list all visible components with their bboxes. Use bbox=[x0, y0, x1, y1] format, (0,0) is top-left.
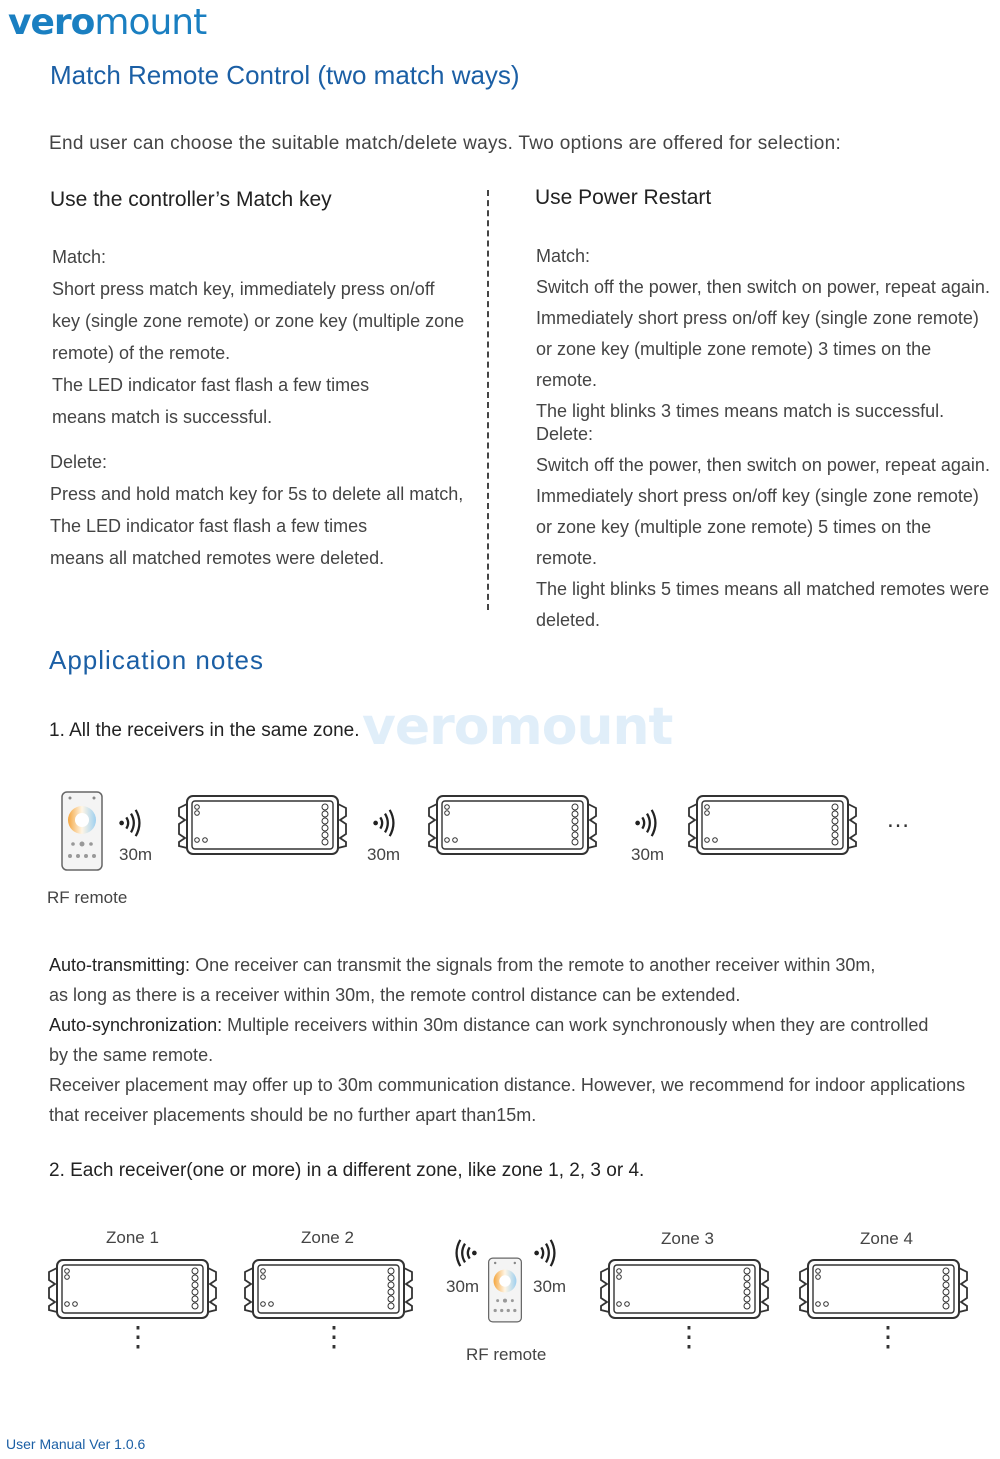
auto-sync-label: Auto-synchronization: bbox=[49, 1015, 223, 1035]
left-delete-label: Delete: bbox=[50, 452, 108, 472]
watermark-part-2: mount bbox=[488, 697, 673, 757]
distance-label: 30m bbox=[533, 1277, 567, 1296]
wireless-signal-icon bbox=[370, 808, 400, 838]
receiver-box-icon bbox=[241, 1258, 416, 1320]
auto-sync-line bbox=[49, 1010, 969, 1040]
receiver-box-icon bbox=[45, 1258, 220, 1320]
auto-sync-line-2: by the same remote. bbox=[49, 1045, 214, 1065]
receiver-box-icon bbox=[597, 1258, 772, 1320]
left-match-line: The LED indicator fast flash a few times bbox=[52, 375, 370, 395]
wireless-signal-icon bbox=[116, 808, 146, 838]
vertical-ellipsis: ⋮ bbox=[874, 1321, 902, 1352]
right-column-title: Use Power Restart bbox=[535, 186, 712, 209]
left-delete-line: The LED indicator fast flash a few times bbox=[50, 516, 368, 536]
left-match-line: Short press match key, immediately press on/off bbox=[52, 279, 435, 299]
left-match-line: remote) of the remote. bbox=[52, 343, 231, 363]
right-match-line: Immediately short press on/off key (single zone remote) bbox=[536, 308, 979, 328]
ellipsis: … bbox=[886, 806, 910, 833]
left-match-line: key (single zone remote) or zone key (multiple zone bbox=[52, 311, 465, 331]
wireless-signal-icon bbox=[632, 808, 662, 838]
rf-remote-icon bbox=[487, 1255, 523, 1325]
distance-label: 30m bbox=[631, 845, 665, 864]
logo-part-2: mount bbox=[94, 2, 207, 43]
zone-label-2: Zone 2 bbox=[301, 1228, 354, 1247]
right-match-line: The light blinks 3 times means match is successful. bbox=[536, 401, 945, 421]
auto-transmitting-label: Auto-transmitting: bbox=[49, 955, 191, 975]
auto-transmitting-line-2: as long as there is a receiver within 30m, the remote control distance can be extended. bbox=[49, 985, 741, 1005]
left-column-title: Use the controller’s Match key bbox=[50, 188, 332, 211]
right-match-line: or zone key (multiple zone remote) 3 times on the remote. bbox=[536, 339, 932, 390]
receiver-box-icon bbox=[685, 794, 860, 856]
right-delete-line: or zone key (multiple zone remote) 5 times on the remote. bbox=[536, 517, 932, 568]
rf-remote-label: RF remote bbox=[47, 888, 128, 907]
rf-remote-icon bbox=[60, 790, 104, 872]
left-delete-line: means all matched remotes were deleted. bbox=[50, 548, 385, 568]
zone-label-1: Zone 1 bbox=[106, 1228, 159, 1247]
left-match-label: Match: bbox=[52, 247, 107, 267]
application-notes-title: Application notes bbox=[49, 645, 265, 675]
right-match-line: Switch off the power, then switch on power, repeat again. bbox=[536, 277, 990, 297]
vertical-ellipsis: ⋮ bbox=[320, 1321, 348, 1352]
right-delete-line: Immediately short press on/off key (single zone remote) bbox=[536, 486, 979, 506]
right-match-label: Match: bbox=[536, 246, 591, 266]
auto-sync-text: Multiple receivers within 30m distance can work synchronously when they are controlled bbox=[222, 1015, 929, 1035]
application-notes-text bbox=[49, 950, 969, 1130]
footer-version: User Manual Ver 1.0.6 bbox=[6, 1436, 146, 1452]
zone-label-3: Zone 3 bbox=[661, 1229, 714, 1248]
right-delete-block bbox=[536, 419, 996, 636]
left-match-block bbox=[52, 241, 482, 433]
receiver-box-icon bbox=[175, 794, 350, 856]
right-delete-line: deleted. bbox=[536, 610, 601, 630]
wireless-signal-icon bbox=[531, 1238, 561, 1268]
wireless-signal-icon bbox=[450, 1238, 480, 1268]
vertical-ellipsis: ⋮ bbox=[675, 1321, 703, 1352]
vertical-ellipsis: ⋮ bbox=[124, 1321, 152, 1352]
receiver-box-icon bbox=[425, 794, 600, 856]
watermark bbox=[362, 697, 672, 757]
brand-logo bbox=[8, 2, 206, 43]
application-item-2: 2. Each receiver(one or more) in a different zone, like zone 1, 2, 3 or 4. bbox=[49, 1160, 645, 1181]
left-match-line: means match is successful. bbox=[52, 407, 273, 427]
left-delete-block bbox=[50, 446, 480, 574]
watermark-part-1: vero bbox=[362, 697, 489, 757]
receiver-box-icon bbox=[796, 1258, 971, 1320]
match-section-title: Match Remote Control (two match ways) bbox=[50, 60, 520, 90]
column-divider bbox=[487, 190, 489, 610]
placement-line-1: Receiver placement may offer up to 30m communication distance. However, we recommend for indoor applications bbox=[49, 1075, 966, 1095]
match-intro: End user can choose the suitable match/delete ways. Two options are offered for selection: bbox=[49, 133, 842, 154]
logo-part-1: vero bbox=[8, 2, 95, 43]
zone-label-4: Zone 4 bbox=[860, 1229, 913, 1248]
placement-line-2: that receiver placements should be no further apart than15m. bbox=[49, 1105, 537, 1125]
right-delete-label: Delete: bbox=[536, 424, 594, 444]
auto-transmitting-line bbox=[49, 950, 969, 980]
rf-remote-label: RF remote bbox=[466, 1345, 547, 1364]
right-match-block bbox=[536, 241, 996, 427]
right-delete-line: Switch off the power, then switch on power, repeat again. bbox=[536, 455, 990, 475]
distance-label: 30m bbox=[119, 845, 153, 864]
distance-label: 30m bbox=[367, 845, 401, 864]
right-delete-line: The light blinks 5 times means all matched remotes were bbox=[536, 579, 990, 599]
distance-label: 30m bbox=[446, 1277, 480, 1296]
auto-transmitting-text: One receiver can transmit the signals from the remote to another receiver within 30m, bbox=[190, 955, 876, 975]
left-delete-line: Press and hold match key for 5s to delete all match, bbox=[50, 484, 464, 504]
application-item-1: 1. All the receivers in the same zone. bbox=[49, 720, 360, 741]
